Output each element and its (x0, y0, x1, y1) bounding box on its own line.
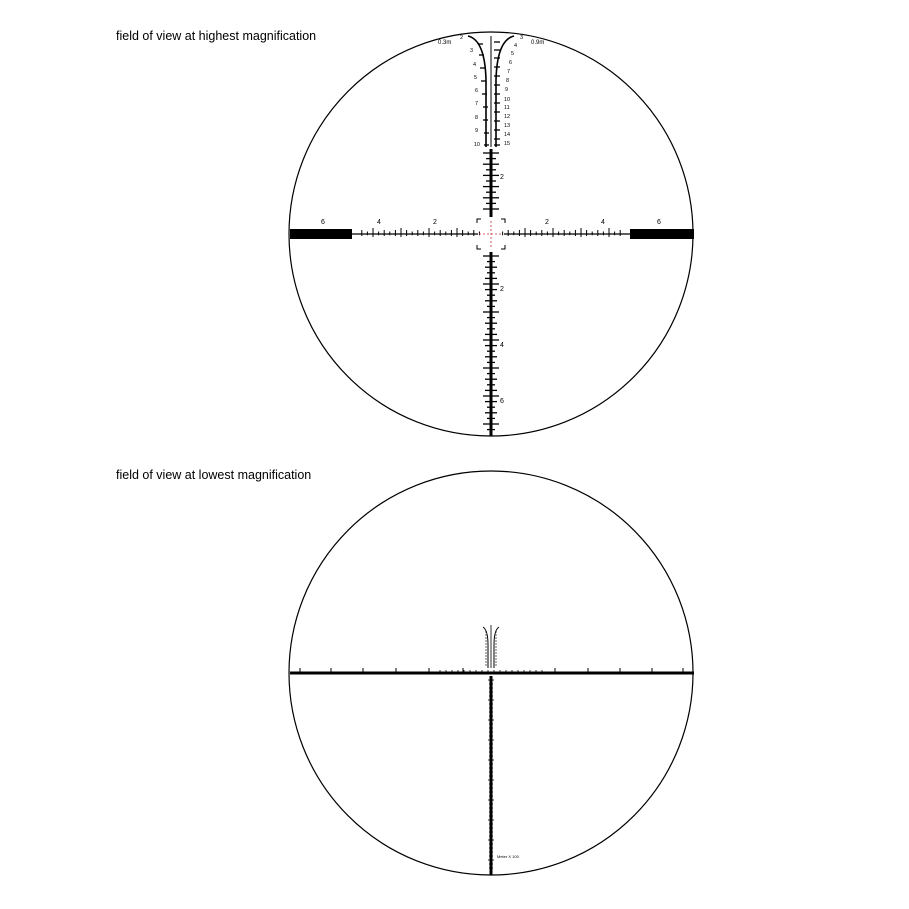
stadia-left-number: 4 (472, 62, 476, 68)
highest-magnification-caption: field of view at highest magnification (116, 29, 317, 43)
high-magnification-reticle (289, 32, 694, 436)
stadia-right-number: 7 (507, 69, 511, 75)
low-footer-label: Meter X 100 (497, 854, 519, 859)
high-v-top-number: 2 (500, 174, 504, 181)
stadia-right-number: 15 (504, 141, 511, 147)
stadia-right-number: 12 (504, 114, 511, 120)
high-left-range-label: 0.3m (438, 40, 452, 46)
high-v-bottom-number: 2 (500, 286, 504, 293)
high-h-left-number: 4 (377, 219, 381, 226)
stadia-right-number: 4 (514, 43, 518, 49)
low-horizontal-ticks (300, 668, 683, 672)
stadia-left-number: 2 (459, 35, 463, 41)
high-h-left-number: 2 (433, 219, 437, 226)
stadia-right-number: 13 (504, 123, 511, 129)
stadia-right-number: 8 (506, 78, 510, 84)
high-h-right-number: 4 (601, 219, 605, 226)
high-h-right-number: 6 (657, 219, 661, 226)
high-stadia-right-numbers (504, 35, 523, 147)
stadia-right-number: 6 (509, 60, 513, 66)
high-stadia-left-numbers (460, 35, 480, 148)
high-v-bottom-number: 6 (500, 398, 504, 405)
high-stadia-ticks (478, 42, 500, 145)
high-v-bottom-number: 4 (500, 342, 504, 349)
high-h-right-number: 2 (545, 219, 549, 226)
low-vertical-post (490, 676, 493, 875)
high-right-thick-post (630, 229, 694, 239)
low-magnification-reticle (289, 471, 694, 875)
stadia-left-number: 6 (474, 88, 478, 94)
lowest-magnification-caption: field of view at lowest magnification (116, 468, 312, 482)
high-center-crosshair (479, 221, 503, 247)
high-left-thick-post (290, 229, 352, 239)
stadia-right-number: 5 (511, 51, 515, 57)
stadia-right-number: 10 (504, 97, 511, 103)
high-lower-post (490, 252, 493, 436)
stadia-left-number: 8 (474, 115, 478, 121)
high-h-left-number: 6 (321, 219, 325, 226)
stadia-left-number: 3 (469, 48, 473, 54)
stadia-left-number: 5 (473, 75, 477, 81)
stadia-right-number: 14 (504, 132, 511, 138)
stadia-left-number: 10 (473, 142, 480, 148)
stadia-left-number: 7 (474, 101, 478, 107)
stadia-right-number: 9 (505, 87, 509, 93)
stadia-left-number: 9 (474, 128, 478, 134)
high-right-range-label: 0.9m (531, 40, 545, 46)
stadia-right-number: 3 (520, 35, 524, 41)
low-horizontal-post (290, 672, 694, 675)
stadia-right-number: 11 (504, 105, 510, 111)
